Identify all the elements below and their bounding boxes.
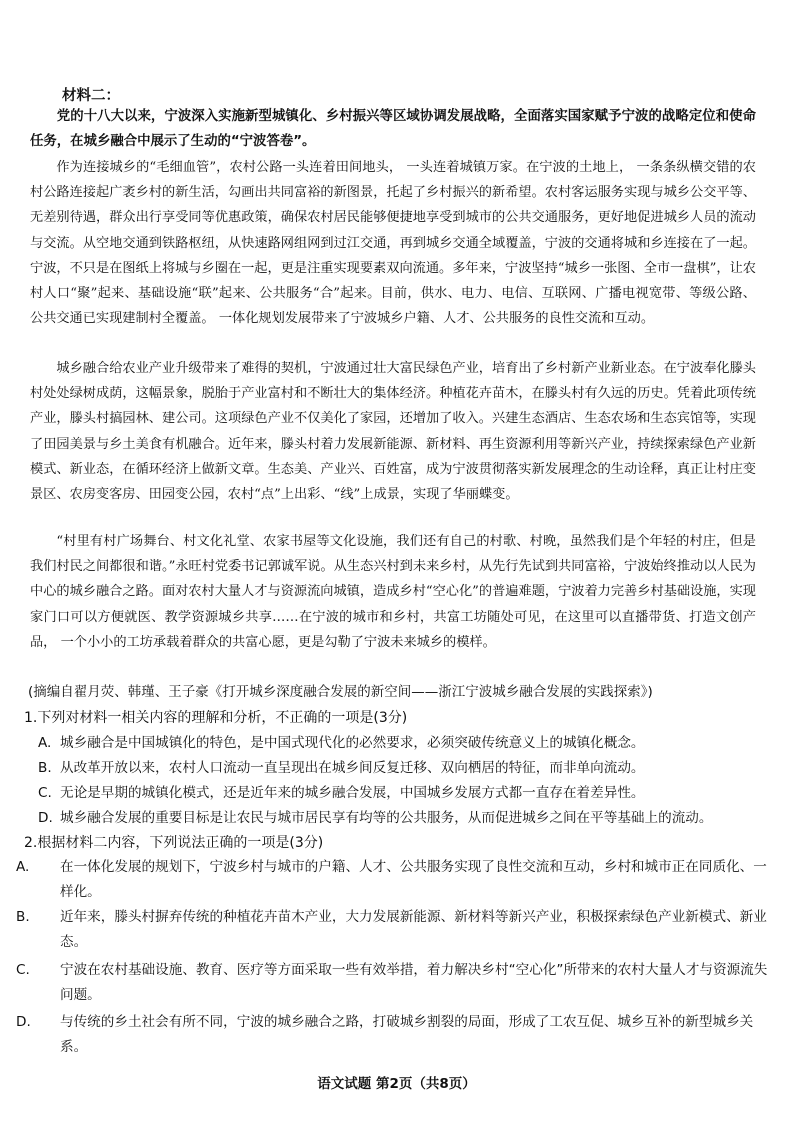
option-text: 城乡融合发展的重要目标是让农民与城市居民享有均等的公共服务，从而促进城乡之间在平等基础上的流动。	[60, 810, 713, 826]
option-letter: D.	[16, 1014, 31, 1030]
option-letter: A.	[38, 735, 52, 751]
option-text: 近年来，滕头村摒弃传统的种植花卉苗木产业，大力发展新能源、新材料等新兴产业，积极探索绿色产业新模式、新业态。	[60, 909, 767, 950]
material-heading: 材料二：	[62, 88, 120, 104]
question-1-option-a[interactable]	[38, 731, 756, 756]
option-text: 从改革开放以来，农村人口流动一直呈现出在城乡间反复迁移、双向栖居的特征，而非单向流动。	[60, 760, 645, 776]
question-1-option-c[interactable]	[38, 781, 756, 806]
material-paragraph-2: 城乡融合给农业产业升级带来了难得的契机，宁波通过壮大富民绿色产业，培育出了乡村新产业新业态。在宁波奉化滕头村处处绿树成荫，这幅景象，脱胎于产业富村和不断壮大的集体经济。种植花卉苗木，在滕头村有久远的历史。凭着此项传统产业，滕头村搞园林、建公司。这项绿色产业不仅美化了家园，还增加了收入。兴建生态酒店、生态农场和生态宾馆等，实现了田园美景与乡土美食有机融合。近年来，滕头村着力发展新能源、新材料、再生资源利用等新兴产业，持续探索绿色产业新模式、新业态，在循环经济上做新文章。生态美、产业兴、百姓富，成为宁波贯彻落实新发展理念的生动诠释，真正让村庄变景区、农房变客房、田园变公园，农村“点”上出彩、“线”上成景，实现了华丽蝶变。	[30, 361, 756, 503]
option-letter: C.	[38, 785, 52, 801]
material-paragraph-1: 作为连接城乡的“毛细血管”，农村公路一头连着田间地头， 一头连着城镇万家。在宁波的土地上， 一条条纵横交错的农村公路连接起广袤乡村的新生活，勾画出共同富裕的新图景，托起了乡村振兴的新希望。农村客运服务实现与城乡公交平等、无差别待遇，群众出行享受同等优惠政策，确保农村居民能够便捷地享受到城市的公共交通服务，更好地促进城乡人员的流动与交流。从空地交通到铁路枢纽，从快速路网组网到过江交通，再到城乡交通全域覆盖，宁波的交通将城和乡连接在了一起。宁波，不只是在图纸上将城与乡圈在一起，更是注重实现要素双向流通。多年来，宁波坚持“城乡一张图、全市一盘棋”，让农村人口“聚”起来、基础设施“联”起来、公共服务“合”起来。目前，供水、电力、电信、互联网、广播电视宽带、等级公路、公共交通已实现建制村全覆盖。 一体化规划发展带来了宁波城乡户籍、人才、公共服务的良性交流和互动。	[30, 160, 756, 327]
question-1-option-d[interactable]	[38, 806, 756, 831]
option-letter: C.	[16, 962, 30, 978]
option-text: 在一体化发展的规划下，宁波乡村与城市的户籍、人才、公共服务实现了良性交流和互动，乡村和城市正在同质化、一样化。	[60, 859, 767, 900]
option-text: 与传统的乡土社会有所不同，宁波的城乡融合之路，打破城乡割裂的局面，形成了工农互促、城乡互补的新型城乡关系。	[60, 1014, 754, 1055]
question-2-option-a[interactable]	[16, 855, 778, 904]
question-2-option-c[interactable]	[16, 958, 778, 1007]
source-citation: (摘编自翟月荧、韩瑾、王子豪《打开城乡深度融合发展的新空间——浙江宁波城乡融合发展的实践探索》)	[28, 684, 653, 700]
material-paragraph-3: “村里有村广场舞台、村文化礼堂、农家书屋等文化设施，我们还有自己的村歌、村晚，虽然我们是个年轻的村庄，但是我们村民之间都很和谐。”永旺村党委书记郭诚军说。从生态兴村到未来乡村，从先行先试到共同富裕，宁波始终推动以人民为中心的城乡融合之路。面对农村大量人才与资源流向城镇，造成乡村“空心化”的普遍难题，宁波着力完善乡村基础设施，实现家门口可以方便就医、教学资源城乡共享……在宁波的城市和乡村，共富工坊随处可见，在这里可以直播带货、打造文创产品， 一个小小的工坊承载着群众的共富心愿，更是勾勒了宁波未来城乡的模样。	[30, 534, 756, 650]
option-letter: B.	[38, 760, 52, 776]
option-text: 无论是早期的城镇化模式，还是近年来的城乡融合发展，中国城乡发展方式都一直存在着差异性。	[60, 785, 645, 801]
question-2-option-b[interactable]	[16, 905, 778, 954]
option-letter: B.	[16, 909, 30, 925]
question-1-option-b[interactable]	[38, 756, 756, 781]
question-2-option-d[interactable]	[16, 1010, 778, 1059]
option-letter: D.	[38, 810, 53, 826]
option-text: 宁波在农村基础设施、教育、医疗等方面采取一些有效举措，着力解决乡村“空心化”所带来的农村大量人才与资源流失问题。	[60, 962, 768, 1003]
option-letter: A.	[16, 859, 30, 875]
question-2-stem: 2.根据材料二内容，下列说法正确的一项是(3分)	[24, 835, 324, 851]
option-text: 城乡融合是中国城镇化的特色，是中国式现代化的必然要求，必须突破传统意义上的城镇化概念。	[60, 735, 645, 751]
page-footer: 语文试题 第2页（共8页）	[317, 1076, 476, 1092]
question-1-stem: 1.下列对材料一相关内容的理解和分析，不正确的一项是(3分)	[24, 710, 408, 726]
material-intro: 党的十八大以来，宁波深入实施新型城镇化、乡村振兴等区域协调发展战略，全面落实国家赋予宁波的战略定位和使命任务，在城乡融合中展示了生动的“宁波答卷”。	[30, 109, 756, 150]
